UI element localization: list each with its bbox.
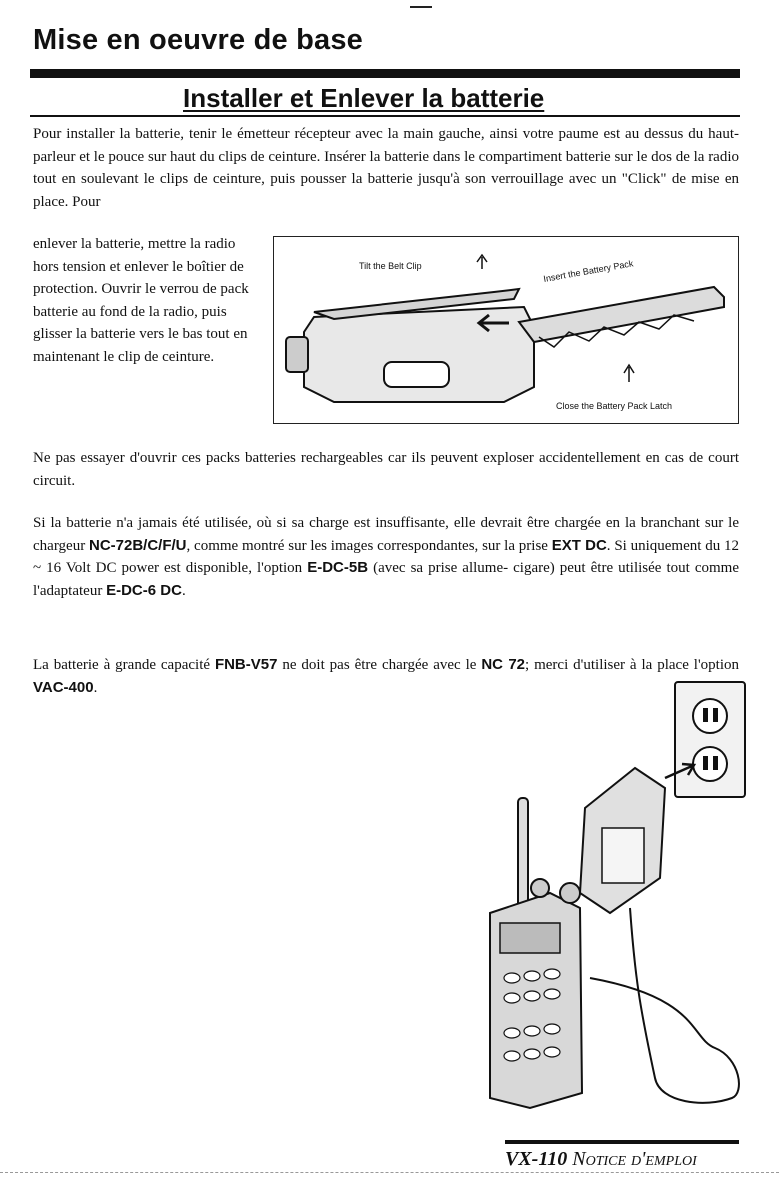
charger-radio-drawing — [470, 678, 760, 1118]
hc-text-2: ne doit pas être chargée avec le — [277, 657, 482, 673]
antenna-icon — [518, 798, 528, 908]
footer-notice: Notice d'emploi — [572, 1148, 697, 1170]
removal-paragraph: enlever la batterie, mettre la radio hors tension et enlever le boîtier de protection. Ouvrir le verrou de pack batterie au fond de la radio, puis glisser la batterie vers le bas tout en maintenant le clip de ceinture. — [33, 236, 249, 365]
intro-line-3: dans le compartiment batterie sur le dos de la radio tout en soulevant le clips de ceinture, — [33, 148, 740, 187]
section-title: Installer et Enlever la batterie — [183, 83, 545, 113]
charger-illustration — [470, 678, 760, 1118]
charger-nc72: NC 72 — [481, 656, 526, 673]
ext-dc-jack: EXT DC — [551, 536, 607, 554]
page-title: Mise en oeuvre de base — [33, 24, 363, 56]
close-arrow-icon — [624, 365, 634, 382]
hc-text-4: . — [93, 679, 98, 696]
battery-fnbv57: FNB-V57 — [214, 656, 278, 673]
page-edge — [0, 1172, 779, 1173]
charger-model: NC-72B/C/F/U — [88, 536, 187, 554]
top-mark — [410, 6, 432, 8]
charging-text-2: , comme montré sur les images correspondantes, sur la prise — [186, 537, 552, 554]
charging-text-3: . Si uniquement du 12 ~ 16 Volt DC power est disponible, l'option — [33, 537, 739, 576]
label-insert-battery: Insert the Battery Pack — [542, 258, 635, 284]
adapter-edc6: E-DC-6 DC — [106, 581, 182, 599]
label-close-latch: Close the Battery Pack Latch — [556, 401, 673, 411]
footer-rule — [505, 1140, 739, 1144]
latch-shape — [384, 362, 449, 387]
tilt-arrow-icon — [477, 255, 487, 269]
section-rule — [30, 115, 740, 117]
charger-cable-icon — [590, 908, 739, 1103]
battery-install-figure — [273, 236, 739, 424]
radio-battery-illustration — [274, 237, 737, 422]
hc-text-3: ; merci d'utiliser à la place l'option — [525, 657, 739, 673]
charging-text-1: Si la batterie n'a jamais été utilisée, où si sa charge est insuffisante, elle devrait être chargée en la branchant sur le chargeur — [33, 515, 739, 554]
intro-line-4: puis pousser la batterie jusqu'à son verrouillage avec un "Click" de mise en place. Pour — [33, 171, 739, 210]
option-edc5b: E-DC-5B — [307, 559, 369, 576]
warning-paragraph: Ne pas essayer d'ouvrir ces packs batteries rechargeables car ils peuvent exploser accidentellement en cas de court circuit. — [33, 450, 739, 489]
footer-title — [505, 1148, 697, 1171]
charging-text-5: . — [181, 582, 186, 599]
radio-knob-shape — [286, 337, 308, 372]
option-vac400: VAC-400 — [33, 678, 94, 696]
charging-paragraph — [33, 512, 739, 602]
label-tilt-clip: Tilt the Belt Clip — [359, 261, 422, 271]
intro-line-1: Pour installer la batterie, tenir le émetteur récepteur avec la main gauche, ainsi votre paume — [33, 126, 599, 142]
charging-text-4: (avec sa prise allume- cigare) peut être utilisée tout comme l'adaptateur — [33, 560, 739, 599]
hc-text-1: La batterie à grande capacité — [33, 657, 215, 673]
footer-model: VX-110 — [505, 1148, 568, 1170]
title-rule — [30, 69, 740, 78]
intro-paragraph — [33, 123, 739, 213]
intro-line-2: est au dessus du haut-parleur et le pouce sur haut du clips de ceinture. Insérer la batterie — [33, 126, 740, 165]
